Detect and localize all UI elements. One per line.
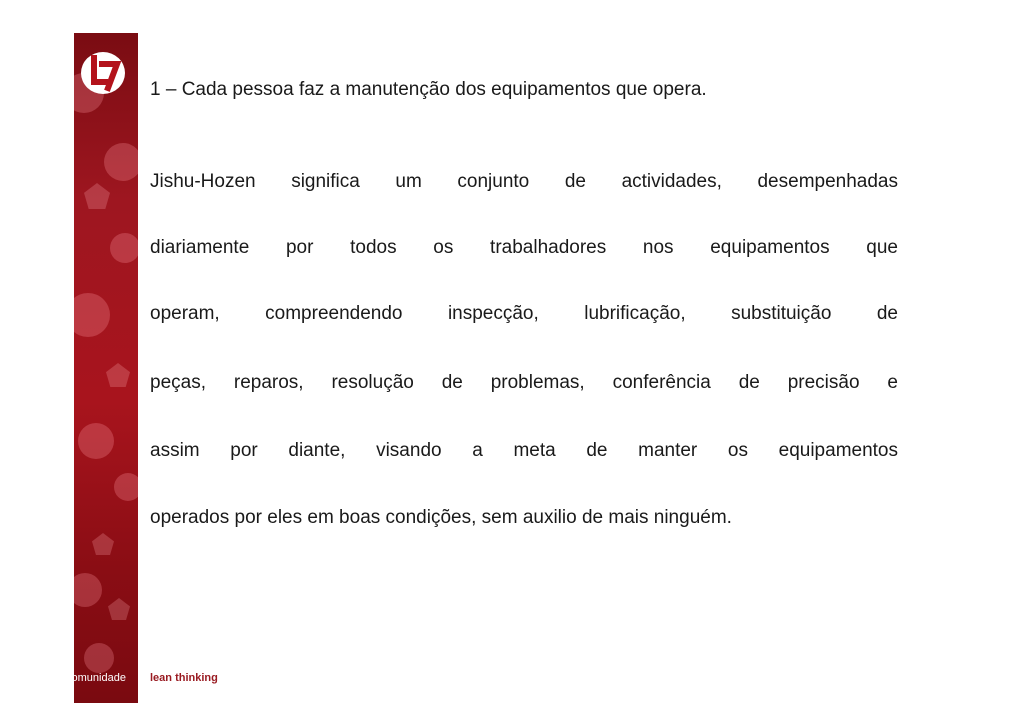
paragraph-line: operados por eles em boas condições, sem auxilio de mais ninguém. [150, 507, 732, 528]
footer-community-label: comunidade [66, 672, 126, 684]
paragraph-line: Jishu-Hozen significa um conjunto de actividades, desempenhadas [150, 171, 898, 192]
lean-thinking-logo-icon [78, 50, 128, 96]
paragraph-line: diariamente por todos os trabalhadores nos equipamentos que [150, 237, 898, 258]
paragraph-line: peças, reparos, resolução de problemas, conferência de precisão e [150, 372, 898, 393]
paragraph-line: assim por diante, visando a meta de manter os equipamentos [150, 440, 898, 461]
slide-heading: 1 – Cada pessoa faz a manutenção dos equipamentos que opera. [150, 79, 707, 100]
footer-brand-label: lean thinking [150, 672, 218, 684]
paragraph-line: operam, compreendendo inspecção, lubrificação, substituição de [150, 303, 898, 324]
decorative-sidebar [74, 33, 138, 703]
